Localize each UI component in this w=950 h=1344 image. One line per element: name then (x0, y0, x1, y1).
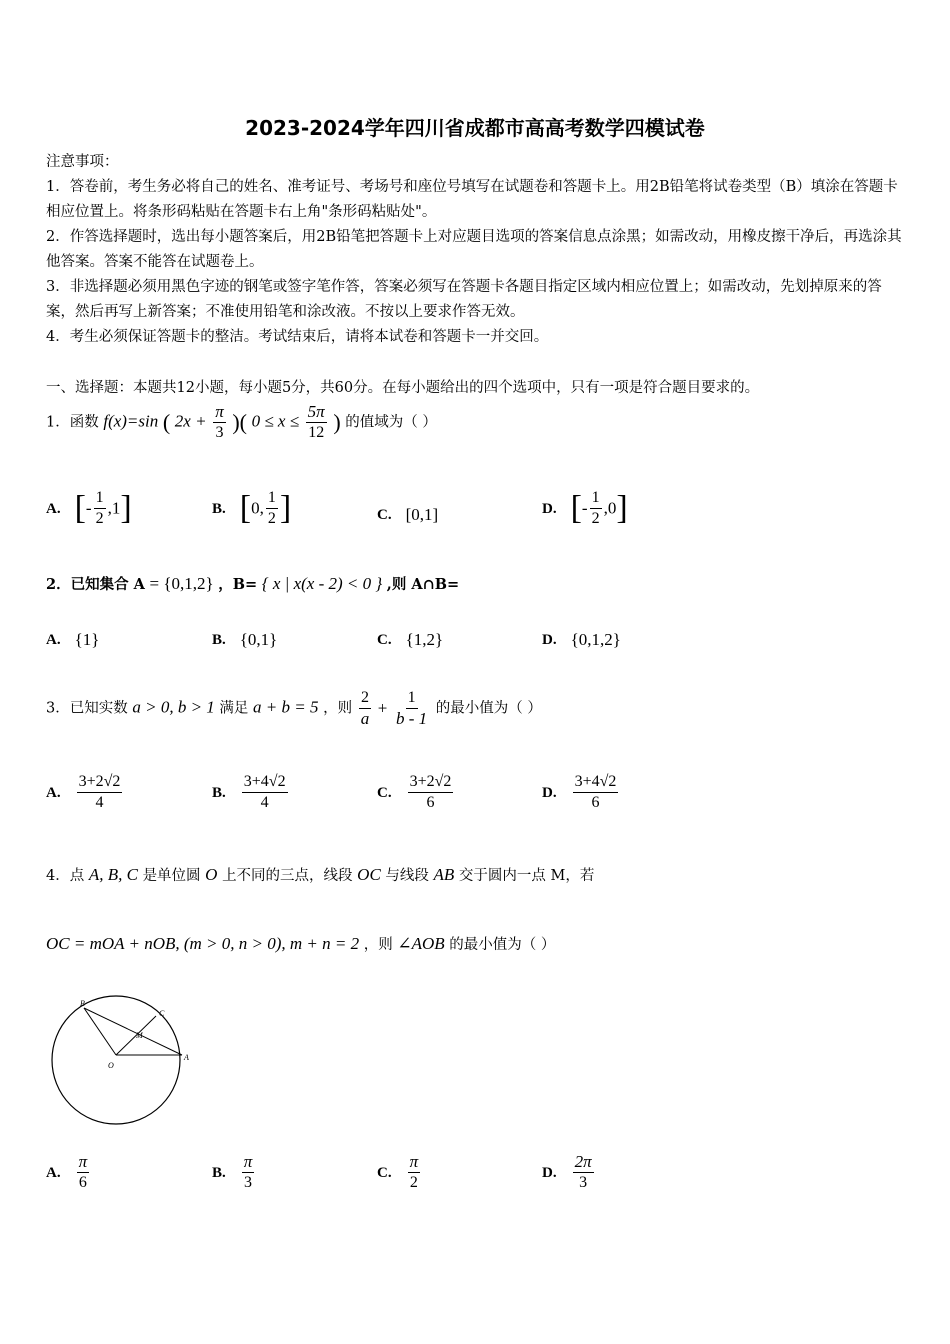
q3-option-b[interactable]: B. $\frac{3+4√2}{4}$ (212, 773, 286, 811)
figure-label-b: B (80, 999, 85, 1008)
page-title: 2023-2024学年四川省成都市高高考数学四模试卷 (245, 116, 705, 140)
notice-item-2: 2．作答选择题时，选出每小题答案后，用2B铅笔把答题卡上对应题目选项的答案信息点涂黑；如需改动，用橡皮擦干净后，再选涂其他答案。答案不能答在试题卷上。 (46, 229, 902, 270)
q1-suffix: 的值域为（ ） (345, 414, 437, 431)
q2-option-a[interactable]: A. {1} (46, 630, 100, 649)
q1-prefix: 1．函数 (46, 414, 99, 431)
q3-option-a[interactable]: A. $\frac{3+2√2}{4}$ (46, 773, 121, 811)
q1-domain: 0 ≤ x ≤ (251, 411, 300, 431)
question-2: 2．已知集合 A = {0,1,2} ，B= { x | x(x - 2) < 0 } ,则 A∩B= (46, 574, 460, 593)
q3-option-c[interactable]: C. $\frac{3+2√2}{6}$ (377, 773, 452, 811)
figure-label-a: A (184, 1053, 189, 1062)
question-4-condition: OC = mOA + nOB, (m > 0, n > 0), m + n = 2 ，则 ∠AOB 的最小值为（ ） (46, 934, 556, 953)
notice-heading: 注意事项： (46, 154, 119, 170)
q1-domain-frac: $\frac{5\pi}{12}$ (307, 402, 325, 441)
section-heading: 一、选择题：本题共12小题，每小题5分，共60分。在每小题给出的四个选项中，只有一项是符合题目要求的。 (46, 380, 760, 396)
notice-item-4: 4．考生必须保证答题卡的整洁。考试结束后，请将本试卷和答题卡一并交回。 (46, 329, 549, 345)
question-4: 4．点 A, B, C 是单位圆 O 上不同的三点，线段 OC 与线段 AB 交于圆内一点 M，若 (46, 865, 595, 884)
q1-func: f(x)=sin (103, 411, 159, 431)
question-1: 1．函数 f(x)=sin ( 2x + $\frac{\pi}{3}$ )( 0 ≤ x ≤ $\frac{5\pi}{12}$ ) 的值域为（ ） (46, 402, 437, 441)
q1-option-c[interactable]: C. [0,1] (377, 505, 439, 524)
q2-option-b[interactable]: B. {0,1} (212, 630, 278, 649)
q4-option-d[interactable]: D. $\frac{2\pi}{3}$ (542, 1152, 592, 1191)
unit-circle-figure (44, 990, 224, 1130)
q4-option-a[interactable]: A. $\frac{\pi}{6}$ (46, 1152, 88, 1191)
figure-label-c: C (159, 1009, 165, 1018)
q4-option-b[interactable]: B. $\frac{\pi}{3}$ (212, 1152, 253, 1191)
q4-option-c[interactable]: C. $\frac{\pi}{2}$ (377, 1152, 419, 1191)
q2-set-b: { x | x(x - 2) < 0 } (261, 574, 383, 593)
q2-option-d[interactable]: D. {0,1,2} (542, 630, 621, 649)
q2-option-c[interactable]: C. {1,2} (377, 630, 444, 649)
question-3: 3．已知实数 a > 0, b > 1 满足 a + b = 5 ，则 $\frac{2}{a}$ + $\frac{1}{b - 1}$ 的最小值为（ ） (46, 689, 542, 728)
q1-option-a[interactable]: A. [- $\frac{1}{2}$ ,1] (46, 489, 132, 527)
figure-label-o: O (108, 1061, 114, 1070)
q3-option-d[interactable]: D. $\frac{3+4√2}{6}$ (542, 773, 617, 811)
figure-label-m: M (136, 1031, 143, 1040)
q1-option-b[interactable]: B. [0, $\frac{1}{2}$ ] (212, 489, 292, 527)
q1-option-d[interactable]: D. [- $\frac{1}{2}$ ,0] (542, 489, 628, 527)
q1-arg: 2x + (174, 411, 207, 431)
notice-block (46, 150, 908, 350)
q1-arg-frac: $\frac{\pi}{3}$ (215, 402, 224, 441)
notice-item-1: 1．答卷前，考生务必将自己的姓名、准考证号、考场号和座位号填写在试题卷和答题卡上。用2B铅笔将试卷类型（B）填涂在答题卡相应位置上。将条形码粘贴在答题卡右上角"条形码粘贴处"。 (46, 179, 898, 220)
notice-item-3: 3．非选择题必须用黑色字迹的钢笔或签字笔作答，答案必须写在答题卡各题目指定区域内相应位置上；如需改动，先划掉原来的答案，然后再写上新答案；不准使用铅笔和涂改液。不按以上要求作答无效。 (46, 279, 882, 320)
q2-set-a: = {0,1,2} (149, 574, 214, 593)
